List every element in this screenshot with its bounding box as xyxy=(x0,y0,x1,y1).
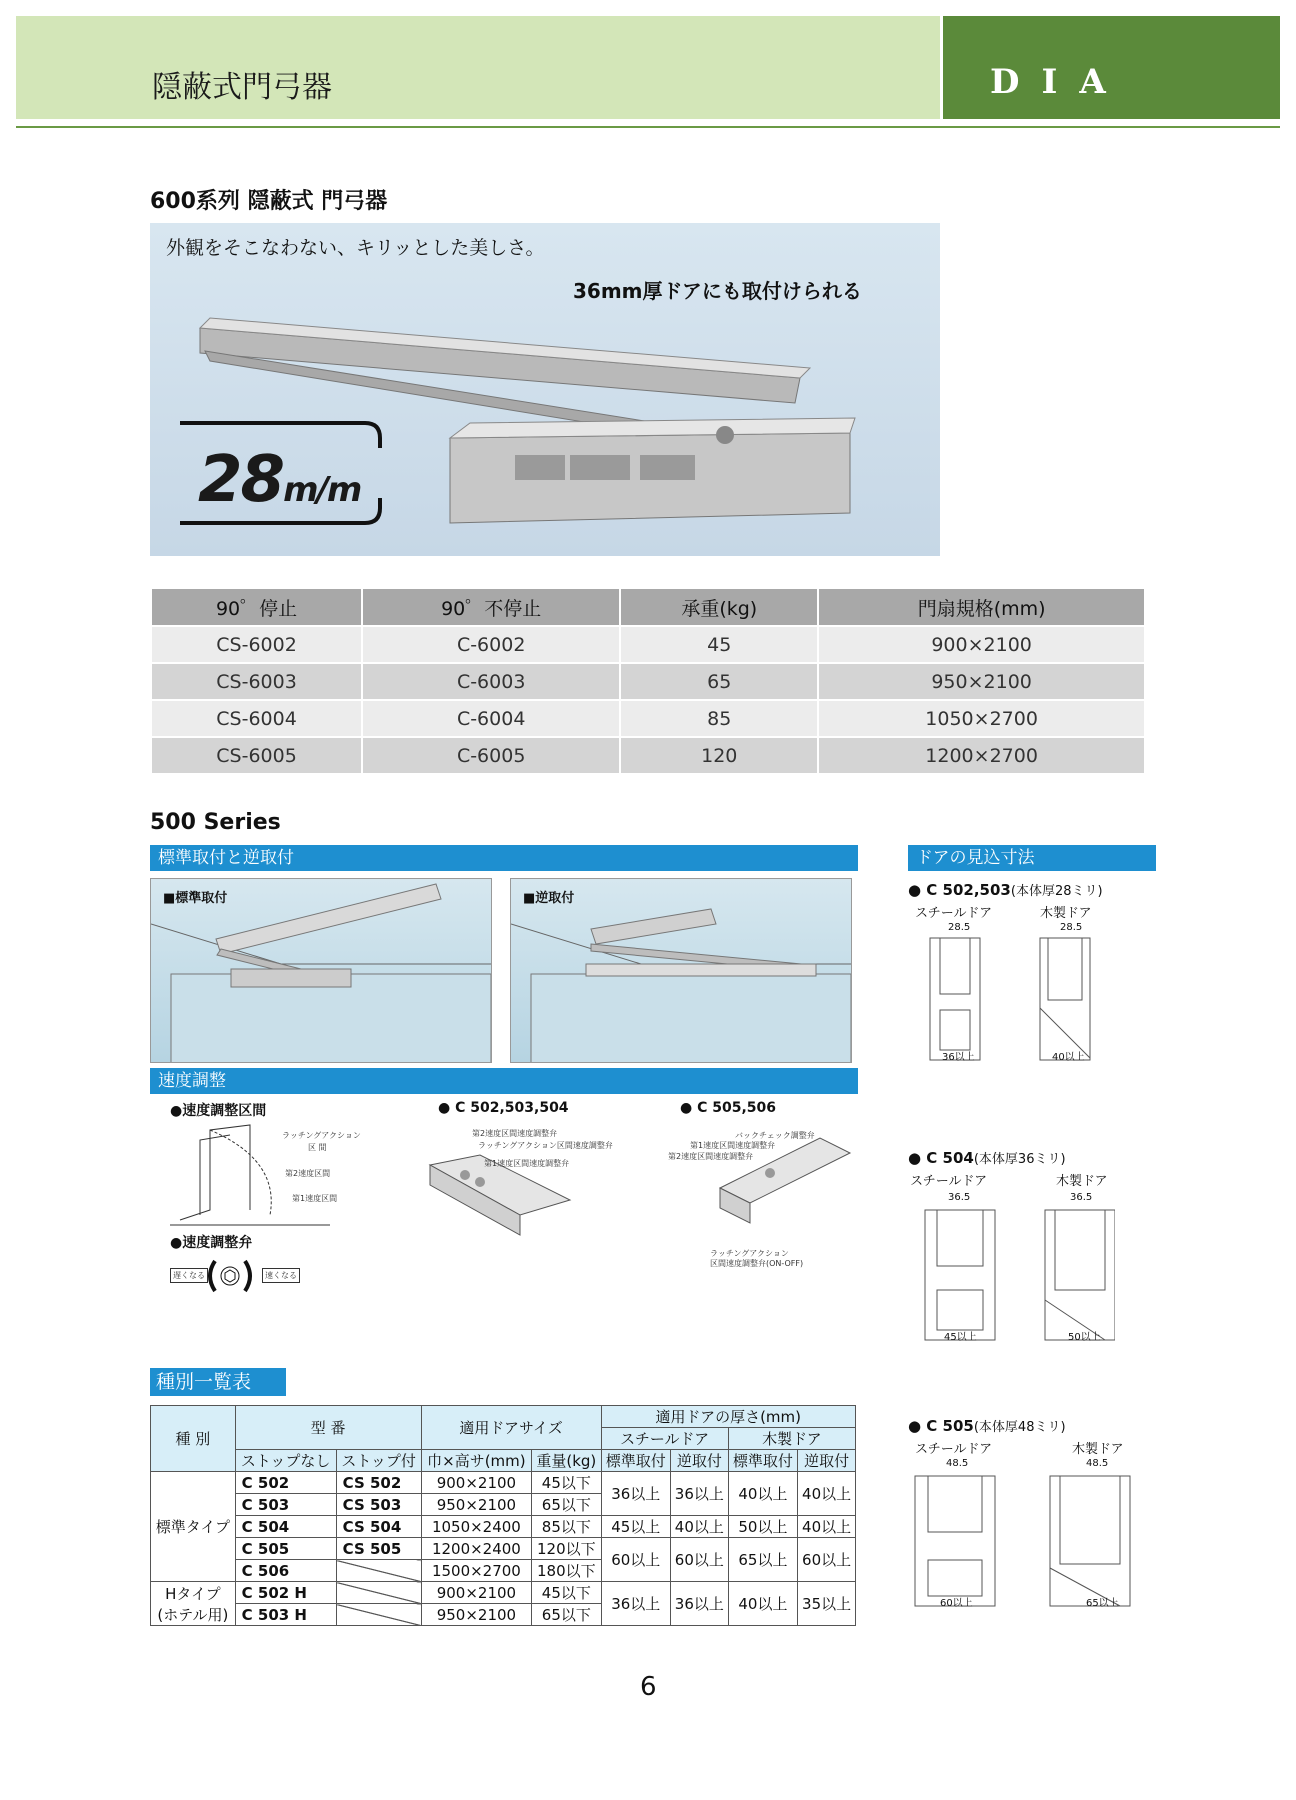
steel-min: 36以上 xyxy=(942,1052,975,1063)
page-title: 隠蔽式門弓器 xyxy=(152,70,332,105)
table-row xyxy=(151,700,1145,737)
series600-title: 600系列 隠蔽式 門弓器 xyxy=(150,189,388,214)
thick-cell: 60以上 xyxy=(670,1538,728,1582)
thick-cell: 60以上 xyxy=(601,1538,670,1582)
table-cell: CS-6002 xyxy=(151,626,362,663)
table-row xyxy=(151,626,1145,663)
c502-label: 第1速度区間速度調整弁 xyxy=(484,1159,570,1168)
thick-cell: 40以上 xyxy=(728,1472,797,1516)
model-cell: C 502 H xyxy=(235,1582,336,1604)
standard-mount-photo xyxy=(150,878,492,1063)
c502-label: 第2速度区間速度調整弁 xyxy=(472,1129,558,1138)
sight-c504-diagram xyxy=(915,1190,1115,1350)
size-cell: 950×2100 xyxy=(421,1494,532,1516)
sight-c505-diagram xyxy=(910,1456,1140,1616)
thick-cell: 40以上 xyxy=(670,1516,728,1538)
size-cell: 900×2100 xyxy=(421,1582,532,1604)
series600-product-photo xyxy=(150,223,940,556)
c502-label: ラッチングアクション区間速度調整弁 xyxy=(478,1141,613,1150)
weight-cell: 45以下 xyxy=(532,1472,601,1494)
reverse-mount-caption: ■逆取付 xyxy=(523,891,575,906)
sight-c504-label: ● C 504(本体厚36ミリ) xyxy=(908,1149,1066,1167)
weight-cell: 120以下 xyxy=(532,1538,601,1560)
speed-valve-heading: ●速度調整弁 xyxy=(170,1235,253,1251)
steel-door-label: スチールドア xyxy=(915,1442,993,1457)
wood-min: 65以上 xyxy=(1086,1598,1119,1609)
model-list-table xyxy=(150,1405,856,1626)
col-header: 種 別 xyxy=(151,1406,236,1472)
sight-width: 48.5 xyxy=(1086,1458,1109,1469)
table-cell: 1200×2700 xyxy=(818,737,1145,774)
thick-cell: 36以上 xyxy=(670,1582,728,1626)
steel-min: 45以上 xyxy=(944,1332,977,1343)
sight-c502-diagram xyxy=(920,918,1100,1068)
weight-cell: 65以下 xyxy=(532,1494,601,1516)
size-cell: 1050×2400 xyxy=(421,1516,532,1538)
reverse-mount-illustration xyxy=(511,879,851,1062)
thick-cell: 40以上 xyxy=(728,1582,797,1626)
empty-cell xyxy=(336,1604,421,1626)
table-cell: 120 xyxy=(620,737,818,774)
wood-min: 40以上 xyxy=(1052,1052,1085,1063)
series600-spec-table xyxy=(150,587,1146,775)
zone-label: ラッチングアクション xyxy=(282,1131,361,1140)
valve-slow-label: 遅くなる xyxy=(170,1268,208,1283)
speed-c505-heading: ● C 505,506 xyxy=(680,1100,777,1116)
table-cell: 85 xyxy=(620,700,818,737)
thick-cell: 35以上 xyxy=(798,1582,856,1626)
weight-cell: 180以下 xyxy=(532,1560,601,1582)
zone-label: 区 間 xyxy=(308,1143,327,1152)
table-cell: C-6002 xyxy=(362,626,620,663)
col-header: 木製ドア xyxy=(728,1428,855,1450)
thick-cell: 36以上 xyxy=(601,1472,670,1516)
steel-door-label: スチールドア xyxy=(910,1174,988,1189)
col-header: 巾×高サ(mm) xyxy=(421,1450,532,1472)
series600-callout: 36mm厚ドアにも取付けられる xyxy=(573,279,862,303)
zone-label: 第2速度区間 xyxy=(285,1169,331,1178)
sight-width: 48.5 xyxy=(946,1458,969,1469)
col-header: 90゜不停止 xyxy=(362,588,620,626)
sight-c505-label: ● C 505(本体厚48ミリ) xyxy=(908,1417,1066,1435)
weight-cell: 45以下 xyxy=(532,1582,601,1604)
kind-cell: 標準タイプ xyxy=(151,1472,236,1582)
col-header: 逆取付 xyxy=(670,1450,728,1472)
col-header: スチールドア xyxy=(601,1428,728,1450)
thick-cell: 40以上 xyxy=(798,1516,856,1538)
col-header: 適用ドアサイズ xyxy=(421,1406,601,1450)
c505-label: ラッチングアクション xyxy=(710,1249,789,1258)
sight-width: 36.5 xyxy=(948,1192,971,1203)
col-header: 90゜停止 xyxy=(151,588,362,626)
thick-cell: 36以上 xyxy=(601,1582,670,1626)
speed-section-bar: 速度調整 xyxy=(150,1068,858,1094)
table-cell: 45 xyxy=(620,626,818,663)
thick-cell: 65以上 xyxy=(728,1538,797,1582)
thick-cell: 40以上 xyxy=(798,1472,856,1516)
model-cell: C 502 xyxy=(235,1472,336,1494)
thick-cell: 36以上 xyxy=(670,1472,728,1516)
series600-tagline: 外観をそこなわない、キリッとした美しさ。 xyxy=(166,237,545,259)
c505-label: バックチェック調整弁 xyxy=(735,1131,815,1140)
table-cell: 65 xyxy=(620,663,818,700)
thick-cell: 45以上 xyxy=(601,1516,670,1538)
wood-min: 50以上 xyxy=(1068,1332,1101,1343)
standard-mount-illustration xyxy=(151,879,491,1062)
kind-cell: Hタイプ (ホテル用) xyxy=(151,1582,236,1626)
model-cell: CS 502 xyxy=(336,1472,421,1494)
size-cell: 900×2100 xyxy=(421,1472,532,1494)
zone-label: 第1速度区間 xyxy=(292,1194,338,1203)
page-number: 6 xyxy=(640,1672,657,1702)
steel-door-label: スチールドア xyxy=(915,906,993,921)
model-list-bar: 種別一覧表 xyxy=(150,1368,286,1396)
size-cell: 1500×2700 xyxy=(421,1560,532,1582)
speed-c502-heading: ● C 502,503,504 xyxy=(438,1100,569,1116)
c505-label: 第1速度区間速度調整弁 xyxy=(690,1141,776,1150)
model-cell: C 503 xyxy=(235,1494,336,1516)
thick-cell: 50以上 xyxy=(728,1516,797,1538)
valve-fast-label: 速くなる xyxy=(262,1268,300,1283)
model-cell: C 504 xyxy=(235,1516,336,1538)
col-header: ストップ付 xyxy=(336,1450,421,1472)
col-header: 型 番 xyxy=(235,1406,421,1450)
table-row xyxy=(151,737,1145,774)
wood-door-label: 木製ドア xyxy=(1040,906,1092,921)
size-cell: 1200×2400 xyxy=(421,1538,532,1560)
col-header: 適用ドアの厚さ(mm) xyxy=(601,1406,855,1428)
reverse-mount-photo xyxy=(510,878,852,1063)
size-cell: 950×2100 xyxy=(421,1604,532,1626)
table-cell: C-6003 xyxy=(362,663,620,700)
wood-door-label: 木製ドア xyxy=(1072,1442,1124,1457)
table-cell: 950×2100 xyxy=(818,663,1145,700)
weight-cell: 85以下 xyxy=(532,1516,601,1538)
col-header: 重量(kg) xyxy=(532,1450,601,1472)
model-cell: CS 505 xyxy=(336,1538,421,1560)
model-cell: C 506 xyxy=(235,1560,336,1582)
model-cell: CS 504 xyxy=(336,1516,421,1538)
brand-logo: DIA xyxy=(990,62,1128,102)
col-header: 逆取付 xyxy=(798,1450,856,1472)
table-cell: CS-6004 xyxy=(151,700,362,737)
weight-cell: 65以下 xyxy=(532,1604,601,1626)
sight-width: 28.5 xyxy=(1060,922,1083,933)
table-cell: C-6005 xyxy=(362,737,620,774)
c505-label: 第2速度区間速度調整弁 xyxy=(668,1152,754,1161)
table-cell: CS-6003 xyxy=(151,663,362,700)
series500-title: 500 Series xyxy=(150,810,281,835)
c505-label: 区間速度調整弁(ON-OFF) xyxy=(710,1259,804,1268)
header-divider xyxy=(16,126,1280,128)
empty-cell xyxy=(336,1582,421,1604)
mount-section-bar: 標準取付と逆取付 xyxy=(150,845,858,871)
model-cell: CS 503 xyxy=(336,1494,421,1516)
col-header: 標準取付 xyxy=(601,1450,670,1472)
table-cell: CS-6005 xyxy=(151,737,362,774)
table-cell: 1050×2700 xyxy=(818,700,1145,737)
model-cell: C 505 xyxy=(235,1538,336,1560)
sight-width: 28.5 xyxy=(948,922,971,933)
wood-door-label: 木製ドア xyxy=(1056,1174,1108,1189)
col-header: 門扇規格(mm) xyxy=(818,588,1145,626)
table-cell: 900×2100 xyxy=(818,626,1145,663)
steel-min: 60以上 xyxy=(940,1598,973,1609)
empty-cell xyxy=(336,1560,421,1582)
col-header: 標準取付 xyxy=(728,1450,797,1472)
standard-mount-caption: ■標準取付 xyxy=(163,891,228,906)
valve-adjust-icon xyxy=(200,1256,260,1296)
table-row xyxy=(151,663,1145,700)
thick-cell: 60以上 xyxy=(798,1538,856,1582)
table-cell: C-6004 xyxy=(362,700,620,737)
table-row xyxy=(151,1516,856,1538)
table-row xyxy=(151,1472,856,1494)
sight-width: 36.5 xyxy=(1070,1192,1093,1203)
sight-section-bar: ドアの見込寸法 xyxy=(908,845,1156,871)
table-row xyxy=(151,1582,856,1604)
col-header: 承重(kg) xyxy=(620,588,818,626)
thickness-badge: 28m/m xyxy=(198,443,361,517)
speed-zone-heading: ●速度調整区間 xyxy=(170,1103,267,1119)
model-cell: C 503 H xyxy=(235,1604,336,1626)
sight-c502-label: ● C 502,503(本体厚28ミリ) xyxy=(908,881,1103,899)
table-row xyxy=(151,1538,856,1560)
col-header: ストップなし xyxy=(235,1450,336,1472)
